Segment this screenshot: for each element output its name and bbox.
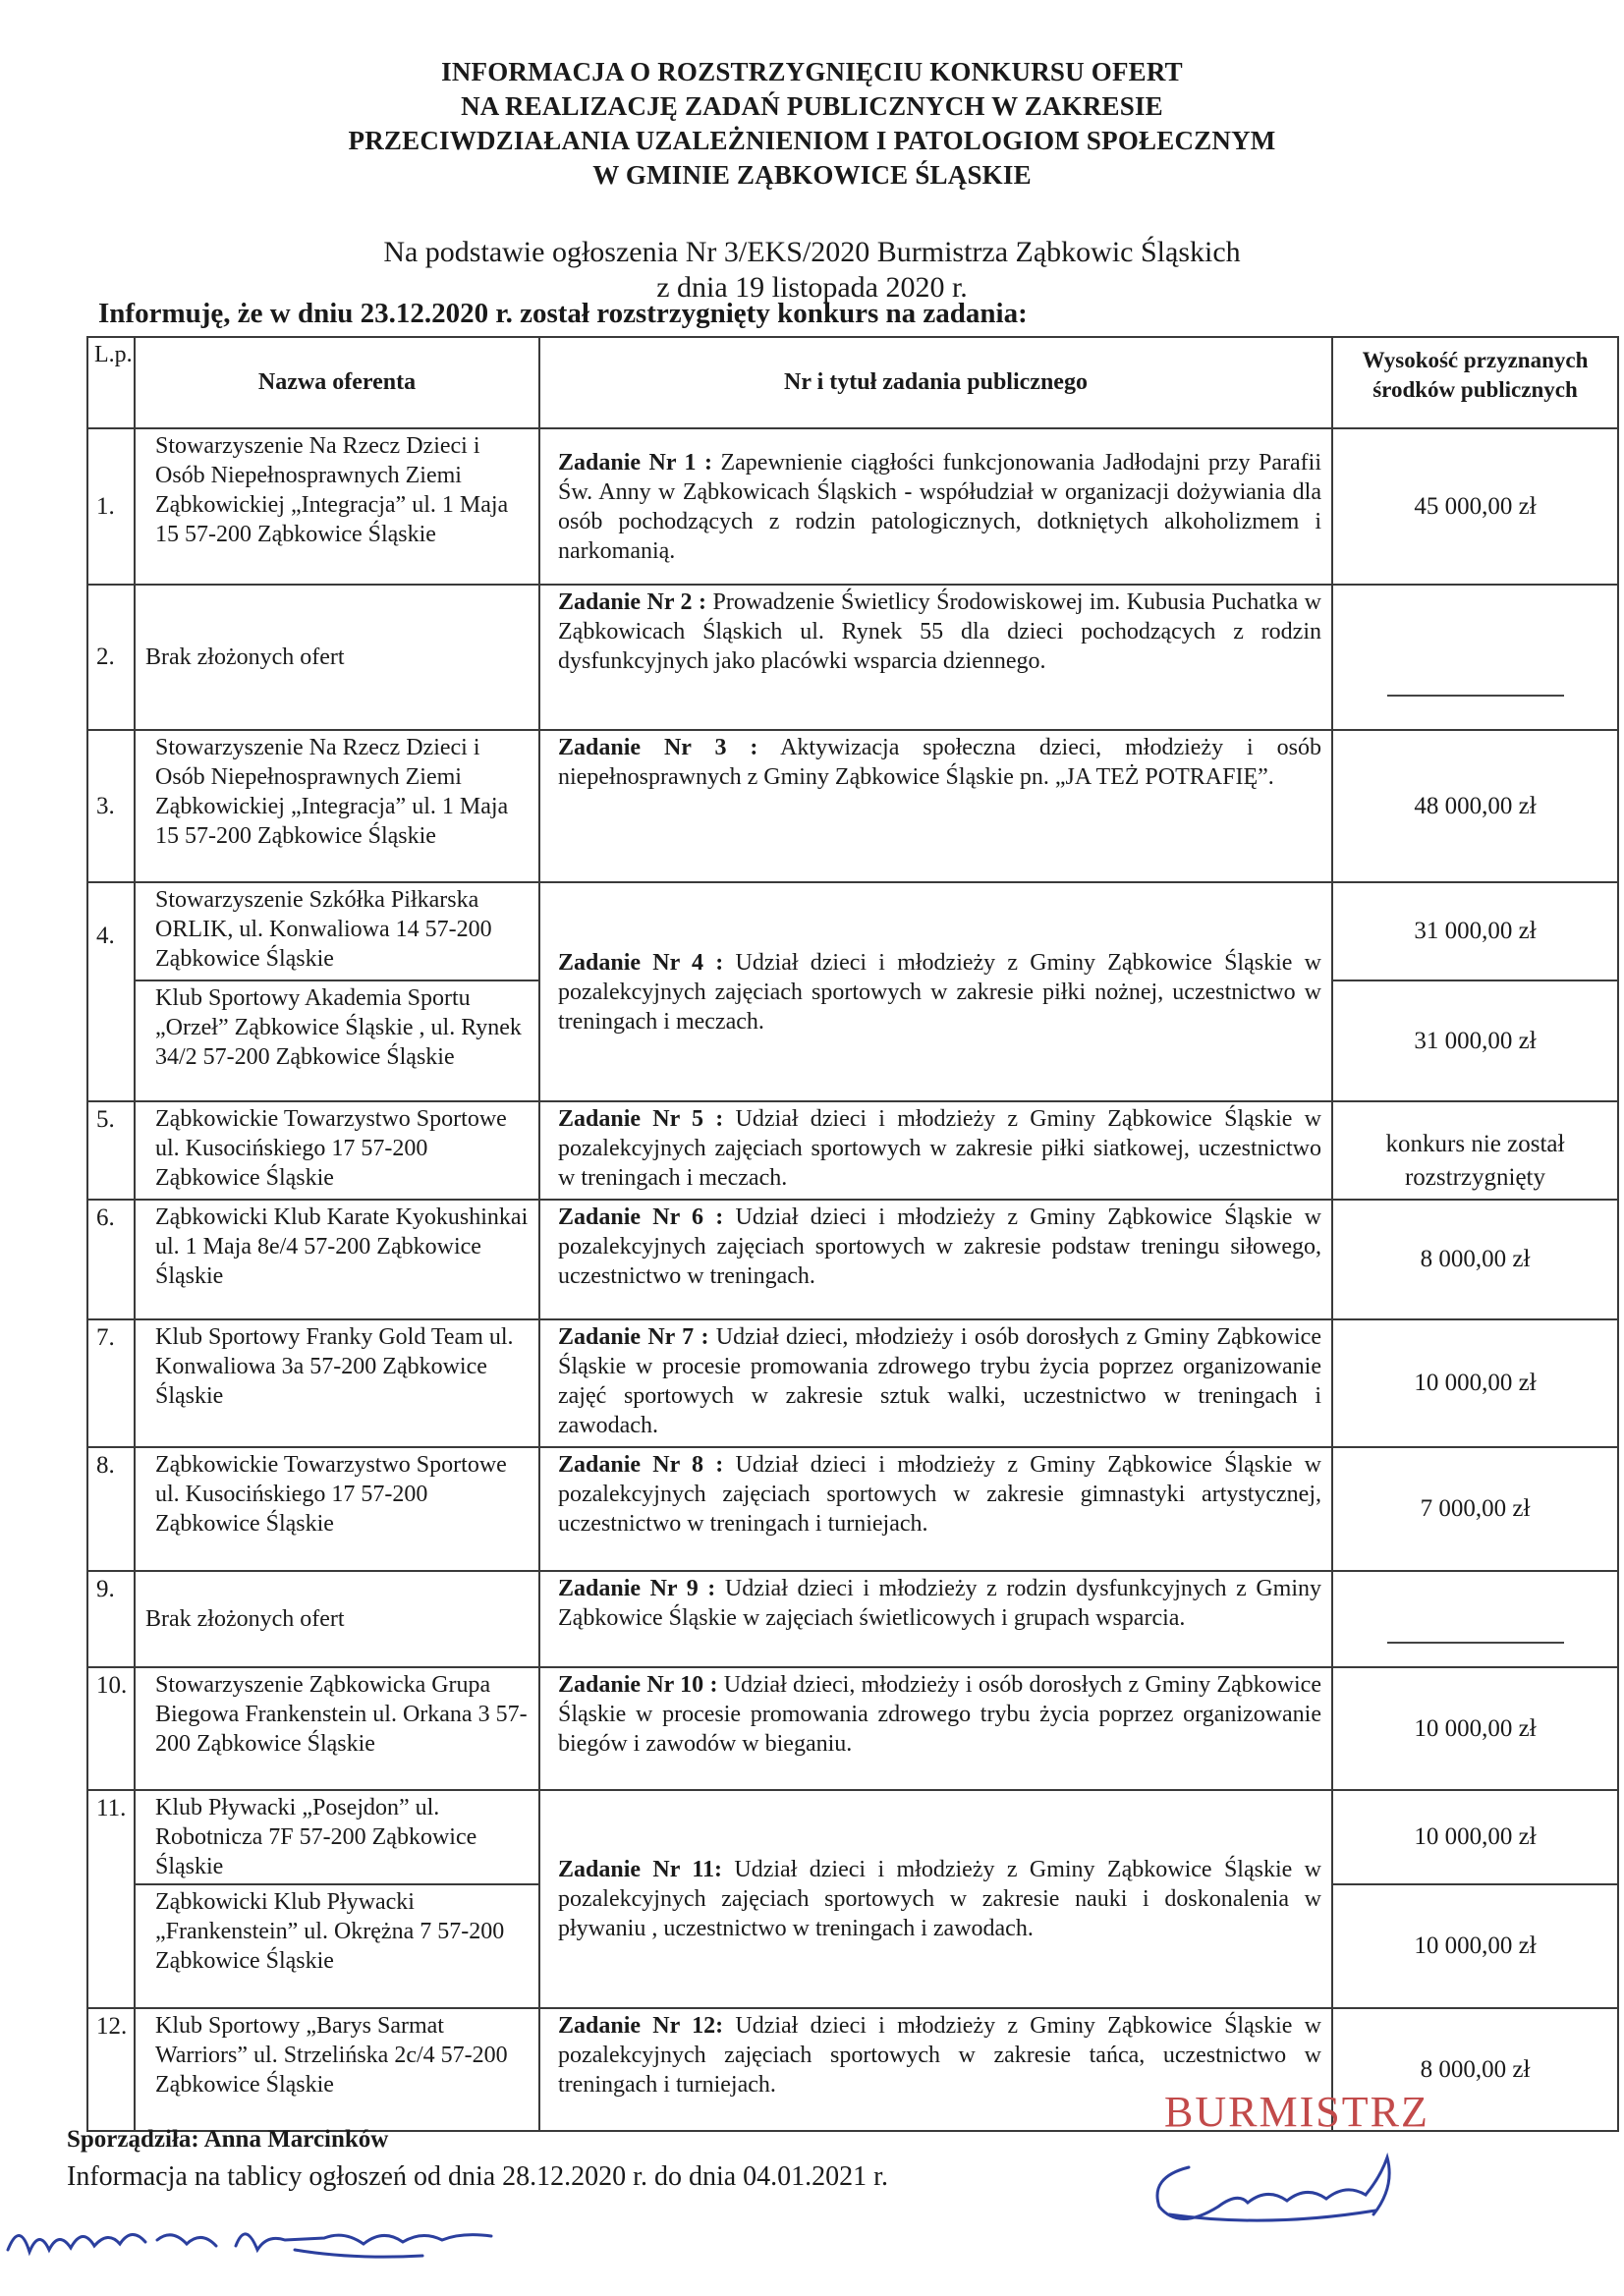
row-number: 12. xyxy=(87,2008,135,2131)
task-text: Udział dzieci i młodzieży z Gminy Ząbkowice Śląskie w pozalekcyjnych zajęciach sportowych w zakresie gimnastyki artystycznej, uczestnictwo w treningach i turniejach. xyxy=(558,1452,1321,1537)
organization-name: Brak złożonych ofert xyxy=(135,1571,539,1667)
mayor-signature xyxy=(1130,2138,1425,2246)
row-number: 2. xyxy=(87,585,135,730)
task-text: Udział dzieci, młodzieży i osób dorosłych z Gminy Ząbkowice Śląskie w procesie promowania zdrowego trybu życia poprzez organizowanie biegów i zawodów w bieganiu. xyxy=(558,1672,1321,1757)
task-description xyxy=(539,585,1332,730)
task-text: Udział dzieci i młodzieży z Gminy Ząbkowice Śląskie w pozalekcyjnych zajęciach sportowych w zakresie tańca, uczestnictwo w treningach i turniejach. xyxy=(558,2013,1321,2098)
header-amount: Wysokość przyznanych środków publicznych xyxy=(1332,337,1618,428)
mayor-stamp: BURMISTRZ xyxy=(1164,2088,1429,2136)
amount-blank xyxy=(1332,585,1618,730)
title-line-4: W GMINIE ZĄBKOWICE ŚLĄSKIE xyxy=(592,160,1032,190)
row-number: 4. xyxy=(87,882,135,1101)
task-description xyxy=(539,1319,1332,1447)
amount: 10 000,00 zł xyxy=(1332,1790,1618,1884)
amount: 45 000,00 zł xyxy=(1332,428,1618,585)
table-row xyxy=(87,1571,1618,1667)
task-label: Zadanie Nr 5 : xyxy=(558,1106,724,1132)
organization-name: Ząbkowickie Towarzystwo Sportowe ul. Kusocińskiego 17 57-200 Ząbkowice Śląskie xyxy=(135,1447,539,1571)
task-text: Aktywizacja społeczna dzieci, młodzieży i osób niepełnosprawnych z Gminy Ząbkowice Śląskie pn. „JA TEŻ POTRAFIĘ”. xyxy=(558,735,1321,790)
task-text: Prowadzenie Świetlicy Środowiskowej im. Kubusia Puchatka w Ząbkowicach Śląskich ul. Rynek 55 dla dzieci pochodzących z rodzin dysfunkcyjnych jako placówki wsparcia dziennego. xyxy=(558,589,1321,674)
task-text: Udział dzieci i młodzieży z Gminy Ząbkowice Śląskie w pozalekcyjnych zajęciach sportowych w zakresie piłki nożnej, uczestnictwo w treningach i meczach. xyxy=(558,949,1321,1035)
blank-line xyxy=(1387,1624,1564,1644)
header-name: Nazwa oferenta xyxy=(135,337,539,428)
title-line-2: NA REALIZACJĘ ZADAŃ PUBLICZNYCH W ZAKRESIE xyxy=(461,91,1163,121)
inform-statement: Informuję, że w dniu 23.12.2020 r. został rozstrzygnięty konkurs na zadania: xyxy=(98,298,1028,329)
task-label: Zadanie Nr 6 : xyxy=(558,1204,724,1230)
task-text: Udział dzieci i młodzieży z rodzin dysfunkcyjnych z Gminy Ząbkowice Śląskie w zajęciach świetlicowych i grupach wsparcia. xyxy=(558,1576,1321,1631)
task-description xyxy=(539,730,1332,882)
row-number: 8. xyxy=(87,1447,135,1571)
basis-line-1: Na podstawie ogłoszenia Nr 3/EKS/2020 Burmistrza Ząbkowic Śląskich xyxy=(383,236,1241,268)
amount: 10 000,00 zł xyxy=(1332,1319,1618,1447)
header-task: Nr i tytuł zadania publicznego xyxy=(539,337,1332,428)
organization-name: Ząbkowicki Klub Pływacki „Frankenstein” ul. Okrężna 7 57-200 Ząbkowice Śląskie xyxy=(135,1884,539,2008)
basis-line-2: z dnia 19 listopada 2020 r. xyxy=(656,271,968,304)
table-row xyxy=(87,585,1618,730)
amount: 8 000,00 zł xyxy=(1332,1200,1618,1319)
row-number: 9. xyxy=(87,1571,135,1667)
blank-line xyxy=(1387,677,1564,697)
organization-name: Klub Sportowy Akademia Sportu „Orzeł” Ząbkowice Śląskie , ul. Rynek 34/2 57-200 Ząbkowice Śląskie xyxy=(135,980,539,1101)
header-lp: L.p. xyxy=(87,337,135,428)
organization-name: Klub Pływacki „Posejdon” ul. Robotnicza 7F 57-200 Ząbkowice Śląskie xyxy=(135,1790,539,1884)
prepared-by: Sporządziła: Anna Marcinków xyxy=(67,2126,389,2153)
organization-name: Stowarzyszenie Na Rzecz Dzieci i Osób Niepełnosprawnych Ziemi Ząbkowickiej „Integracja” ul. 1 Maja 15 57-200 Ząbkowice Śląskie xyxy=(135,428,539,585)
amount: konkurs nie został rozstrzygnięty xyxy=(1332,1101,1618,1200)
organization-name: Klub Sportowy Franky Gold Team ul. Konwaliowa 3a 57-200 Ząbkowice Śląskie xyxy=(135,1319,539,1447)
task-description xyxy=(539,1571,1332,1667)
table-row xyxy=(87,1790,1618,1884)
organization-name: Stowarzyszenie Ząbkowicka Grupa Biegowa Frankenstein ul. Orkana 3 57-200 Ząbkowice Śląskie xyxy=(135,1667,539,1790)
row-number: 7. xyxy=(87,1319,135,1447)
task-label: Zadanie Nr 3 : xyxy=(558,735,758,760)
table-row xyxy=(87,1447,1618,1571)
task-text: Udział dzieci i młodzieży z Gminy Ząbkowice Śląskie w pozalekcyjnych zajęciach sportowych w zakresie nauki i doskonalenia w pływaniu , uczestnictwo w treningach i zawodach. xyxy=(558,1857,1321,1941)
organization-name: Ząbkowickie Towarzystwo Sportowe ul. Kusocińskiego 17 57-200 Ząbkowice Śląskie xyxy=(135,1101,539,1200)
results-table xyxy=(86,336,1619,2132)
amount: 7 000,00 zł xyxy=(1332,1447,1618,1571)
task-text: Udział dzieci, młodzieży i osób dorosłych z Gminy Ząbkowice Śląskie w procesie promowania zdrowego trybu życia poprzez organizowanie zajęć sportowych w zakresie sztuk walki, uczestnictwo w treningach i zawodach. xyxy=(558,1324,1321,1438)
organization-name: Ząbkowicki Klub Karate Kyokushinkai ul. 1 Maja 8e/4 57-200 Ząbkowice Śląskie xyxy=(135,1200,539,1319)
row-number: 6. xyxy=(87,1200,135,1319)
title-line-1: INFORMACJA O ROZSTRZYGNIĘCIU KONKURSU OFERT xyxy=(441,57,1183,86)
task-text: Zapewnienie ciągłości funkcjonowania Jadłodajni przy Parafii Św. Anny w Ząbkowicach Śląskich - współudział w organizacji dożywiania dla osób pochodzących z rodzin patologicznych, dotkniętych alkoholizmem i narkomanią. xyxy=(558,449,1321,564)
amount: 10 000,00 zł xyxy=(1332,1667,1618,1790)
row-number: 5. xyxy=(87,1101,135,1200)
amount: 8 000,00 zł xyxy=(1332,2008,1618,2131)
task-label: Zadanie Nr 1 : xyxy=(558,449,712,476)
preparer-signature xyxy=(0,2201,550,2279)
task-description xyxy=(539,1447,1332,1571)
organization-name: Stowarzyszenie Na Rzecz Dzieci i Osób Niepełnosprawnych Ziemi Ząbkowickiej „Integracja” ul. 1 Maja 15 57-200 Ząbkowice Śląskie xyxy=(135,730,539,882)
table-header-row xyxy=(87,337,1618,428)
table-row xyxy=(87,1667,1618,1790)
table-row xyxy=(87,730,1618,882)
table-row xyxy=(87,428,1618,585)
task-description xyxy=(539,428,1332,585)
amount: 48 000,00 zł xyxy=(1332,730,1618,882)
row-number: 1. xyxy=(87,428,135,585)
amount: 10 000,00 zł xyxy=(1332,1884,1618,2008)
title-line-3: PRZECIWDZIAŁANIA UZALEŻNIENIOM I PATOLOGIOM SPOŁECZNYM xyxy=(348,126,1276,155)
task-description xyxy=(539,882,1332,1101)
task-description xyxy=(539,1790,1332,2008)
task-label: Zadanie Nr 7 : xyxy=(558,1324,709,1350)
task-label: Zadanie Nr 8 : xyxy=(558,1452,724,1478)
task-label: Zadanie Nr 9 : xyxy=(558,1576,716,1601)
task-text: Udział dzieci i młodzieży z Gminy Ząbkowice Śląskie w pozalekcyjnych zajęciach sportowych w zakresie piłki siatkowej, uczestnictwo w treningach i meczach. xyxy=(558,1106,1321,1191)
organization-name: Brak złożonych ofert xyxy=(135,585,539,730)
amount-blank xyxy=(1332,1571,1618,1667)
row-number: 3. xyxy=(87,730,135,882)
task-description xyxy=(539,1101,1332,1200)
row-number: 10. xyxy=(87,1667,135,1790)
row-number: 11. xyxy=(87,1790,135,2008)
amount: 31 000,00 zł xyxy=(1332,882,1618,980)
task-description xyxy=(539,1200,1332,1319)
task-label: Zadanie Nr 4 : xyxy=(558,949,724,976)
notice-period: Informacja na tablicy ogłoszeń od dnia 28.12.2020 r. do dnia 04.01.2021 r. xyxy=(67,2161,888,2192)
task-label: Zadanie Nr 2 : xyxy=(558,589,707,615)
table-row xyxy=(87,1319,1618,1447)
task-label: Zadanie Nr 12: xyxy=(558,2013,724,2039)
task-label: Zadanie Nr 11: xyxy=(558,1857,723,1882)
table-row xyxy=(87,1200,1618,1319)
organization-name: Klub Sportowy „Barys Sarmat Warriors” ul. Strzelińska 2c/4 57-200 Ząbkowice Śląskie xyxy=(135,2008,539,2131)
table-row xyxy=(87,882,1618,980)
table-row xyxy=(87,1101,1618,1200)
task-label: Zadanie Nr 10 : xyxy=(558,1672,718,1698)
task-text: Udział dzieci i młodzieży z Gminy Ząbkowice Śląskie w pozalekcyjnych zajęciach sportowych w zakresie podstaw treningu siłowego, uczestnictwo w treningach. xyxy=(558,1204,1321,1289)
amount: 31 000,00 zł xyxy=(1332,980,1618,1101)
task-description xyxy=(539,1667,1332,1790)
organization-name: Stowarzyszenie Szkółka Piłkarska ORLIK, ul. Konwaliowa 14 57-200 Ząbkowice Śląskie xyxy=(135,882,539,980)
